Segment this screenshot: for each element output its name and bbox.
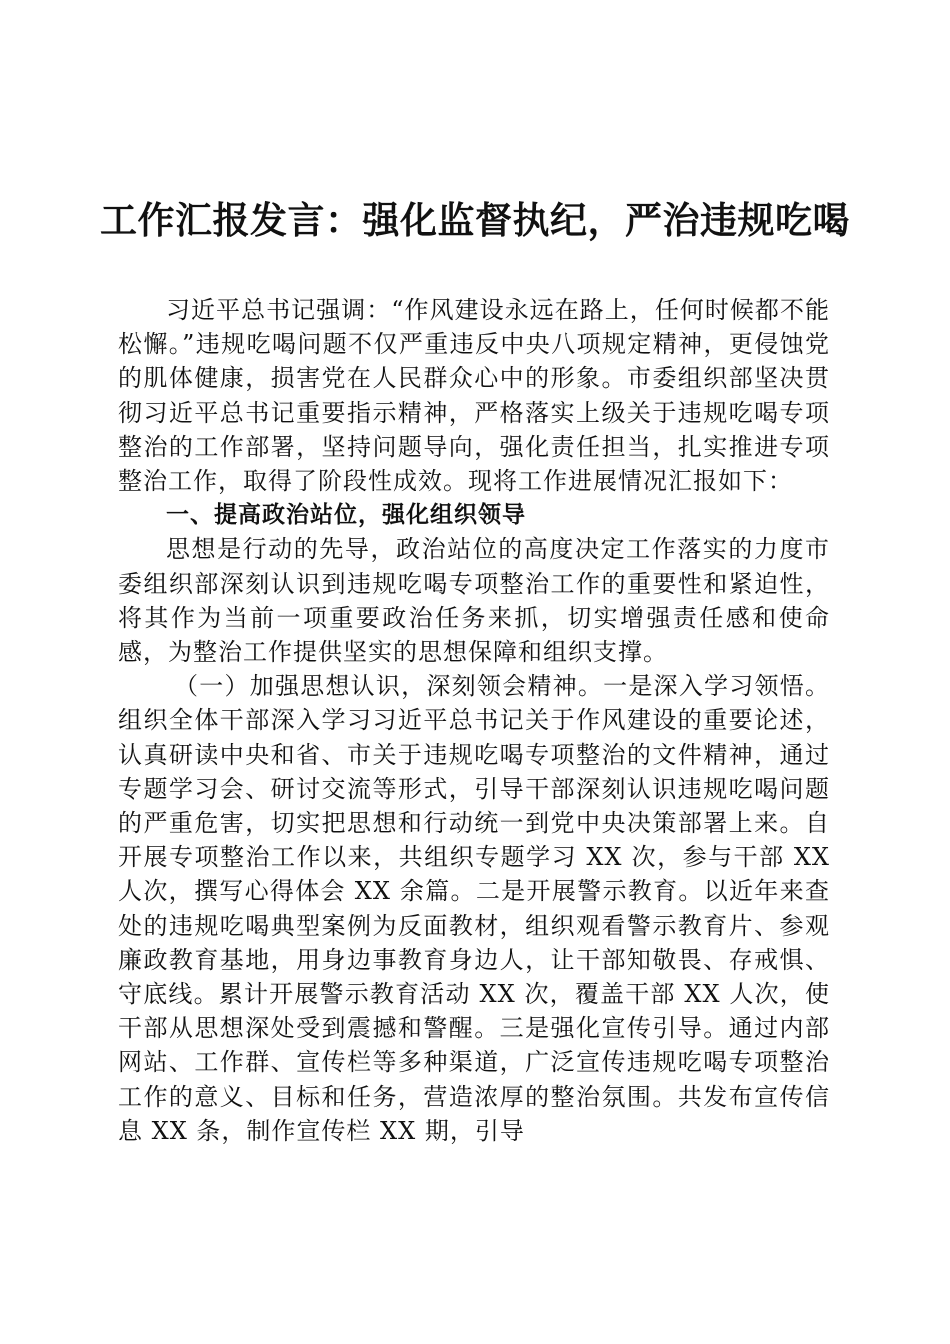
subsection-paragraph: （一）加强思想认识，深刻领会精神。一是深入学习领悟。组织全体干部深入学习习近平总书记关于作风建设的重要论述，认真研读中央和省、市关于违规吃喝专项整治的文件精神，通过专题学习会、研讨交流等形式，引导干部深刻认识违规吃喝问题的严重危害，切实把思想和行动统一到党中央决策部署上来。自开展专项整治工作以来，共组织专题学习 XX 次，参与干部 XX 人次，撰写心得体会 XX 余篇。二是开展警示教育。以近年来查处的违规吃喝典型案例为反面教材，组织观看警示教育片、参观廉政教育基地，用身边事教育身边人，让干部知敬畏、存戒惧、守底线。累计开展警示教育活动 XX 次，覆盖干部 XX 人次，使干部从思想深处受到震撼和警醒。三是强化宣传引导。通过内部网站、工作群、宣传栏等多种渠道，广泛宣传违规吃喝专项整治工作的意义、目标和任务，营造浓厚的整治氛围。共发布宣传信息 XX 条，制作宣传栏 XX 期，引导	[118, 672, 830, 1145]
document-body	[118, 293, 830, 1148]
section-paragraph: 思想是行动的先导，政治站位的高度决定工作落实的力度市委组织部深刻认识到违规吃喝专项整治工作的重要性和紧迫性，将其作为当前一项重要政治任务来抓，切实增强责任感和使命感，为整治工作提供坚实的思想保障和组织支撑。	[118, 535, 830, 667]
intro-paragraph: 习近平总书记强调：“作风建设永远在路上，任何时候都不能松懈。”违规吃喝问题不仅严重违反中央八项规定精神，更侵蚀党的肌体健康，损害党在人民群众心中的形象。市委组织部坚决贯彻习近平总书记重要指示精神，严格落实上级关于违规吃喝专项整治的工作部署，坚持问题导向，强化责任担当，扎实推进专项整治工作，取得了阶段性成效。现将工作进展情况汇报如下：	[118, 296, 830, 496]
document-title: 工作汇报发言：强化监督执纪，严治违规吃喝	[100, 198, 850, 242]
section-heading: 一、提高政治站位，强化组织领导	[166, 502, 526, 529]
